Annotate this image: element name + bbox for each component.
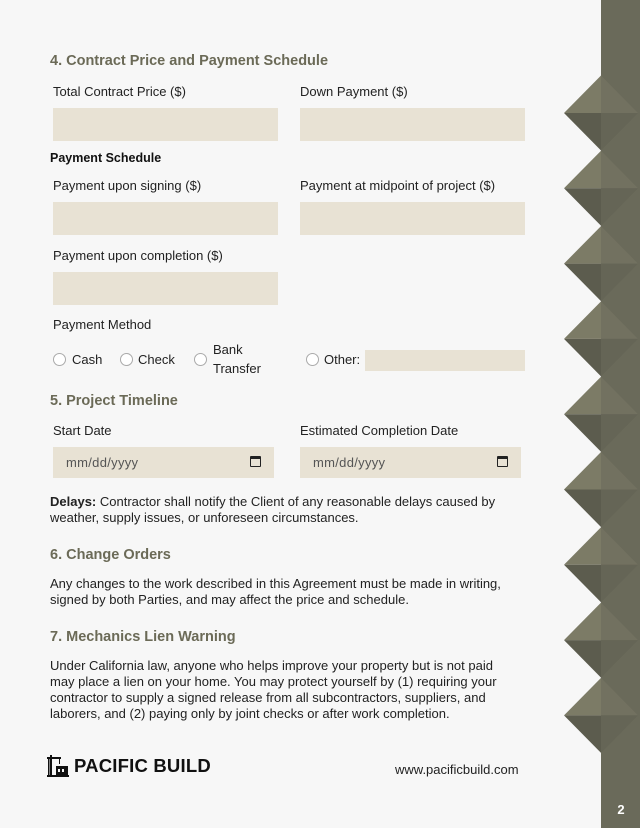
calendar-icon[interactable] bbox=[250, 456, 261, 467]
bank-transfer-line2: Transfer bbox=[213, 361, 261, 376]
radio-other[interactable] bbox=[306, 353, 319, 366]
change-orders-text: Any changes to the work described in this Agreement must be made in writing, signed by both Parties, and may affect the price and schedule. bbox=[50, 576, 501, 607]
section-4-title: 4. Contract Price and Payment Schedule bbox=[50, 53, 329, 69]
radio-check[interactable] bbox=[120, 353, 133, 366]
completion-date-input[interactable] bbox=[300, 447, 521, 478]
radio-bank-transfer-label[interactable] bbox=[213, 340, 261, 378]
radio-other-label[interactable]: Other: bbox=[324, 352, 361, 367]
down-payment-label: Down Payment ($) bbox=[300, 84, 408, 99]
completion-date-label: Estimated Completion Date bbox=[300, 423, 459, 438]
radio-check-label[interactable]: Check bbox=[138, 352, 175, 367]
lien-warning-text: Under California law, anyone who helps improve your property but is not paid may place a lien on your home. You may protect yourself by (1) requiring your contractor to supply a signed release from all subcontractors, suppliers, and laborers, and (2) paying only by joint checks or after work completion. bbox=[50, 658, 497, 721]
crane-building-icon bbox=[47, 755, 71, 777]
down-payment-input[interactable] bbox=[300, 108, 525, 141]
page-number: 2 bbox=[617, 802, 625, 817]
payment-method-label: Payment Method bbox=[53, 317, 152, 332]
signing-payment-input[interactable] bbox=[53, 202, 278, 235]
radio-bank-transfer[interactable] bbox=[194, 353, 207, 366]
start-date-input[interactable] bbox=[53, 447, 274, 478]
total-price-input[interactable] bbox=[53, 108, 278, 141]
completion-payment-input[interactable] bbox=[53, 272, 278, 305]
delays-bold: Delays: bbox=[50, 494, 97, 509]
section-5-title: 5. Project Timeline bbox=[50, 393, 178, 409]
website-url[interactable]: www.pacificbuild.com bbox=[395, 762, 519, 777]
completion-date-placeholder: mm/dd/yyyy bbox=[313, 455, 386, 470]
bank-transfer-line1: Bank bbox=[213, 342, 243, 357]
start-date-label: Start Date bbox=[53, 423, 112, 438]
total-price-label: Total Contract Price ($) bbox=[53, 84, 186, 99]
calendar-icon[interactable] bbox=[497, 456, 508, 467]
section-7-title: 7. Mechanics Lien Warning bbox=[50, 629, 236, 645]
radio-cash[interactable] bbox=[53, 353, 66, 366]
signing-payment-label: Payment upon signing ($) bbox=[53, 178, 202, 193]
delays-paragraph bbox=[50, 494, 520, 526]
other-method-input[interactable] bbox=[365, 350, 525, 371]
delays-text: Contractor shall notify the Client of any reasonable delays caused by weather, supply issues, or unforeseen circumstances. bbox=[50, 494, 496, 525]
radio-cash-label[interactable]: Cash bbox=[72, 352, 103, 367]
section-6-title: 6. Change Orders bbox=[50, 547, 171, 563]
start-date-placeholder: mm/dd/yyyy bbox=[66, 455, 139, 470]
payment-schedule-title: Payment Schedule bbox=[50, 151, 162, 165]
midpoint-payment-label: Payment at midpoint of project ($) bbox=[300, 178, 496, 193]
completion-payment-label: Payment upon completion ($) bbox=[53, 248, 223, 263]
pacific-build-logo bbox=[47, 755, 211, 777]
brand-name: PACIFIC BUILD bbox=[74, 755, 211, 776]
midpoint-payment-input[interactable] bbox=[300, 202, 525, 235]
